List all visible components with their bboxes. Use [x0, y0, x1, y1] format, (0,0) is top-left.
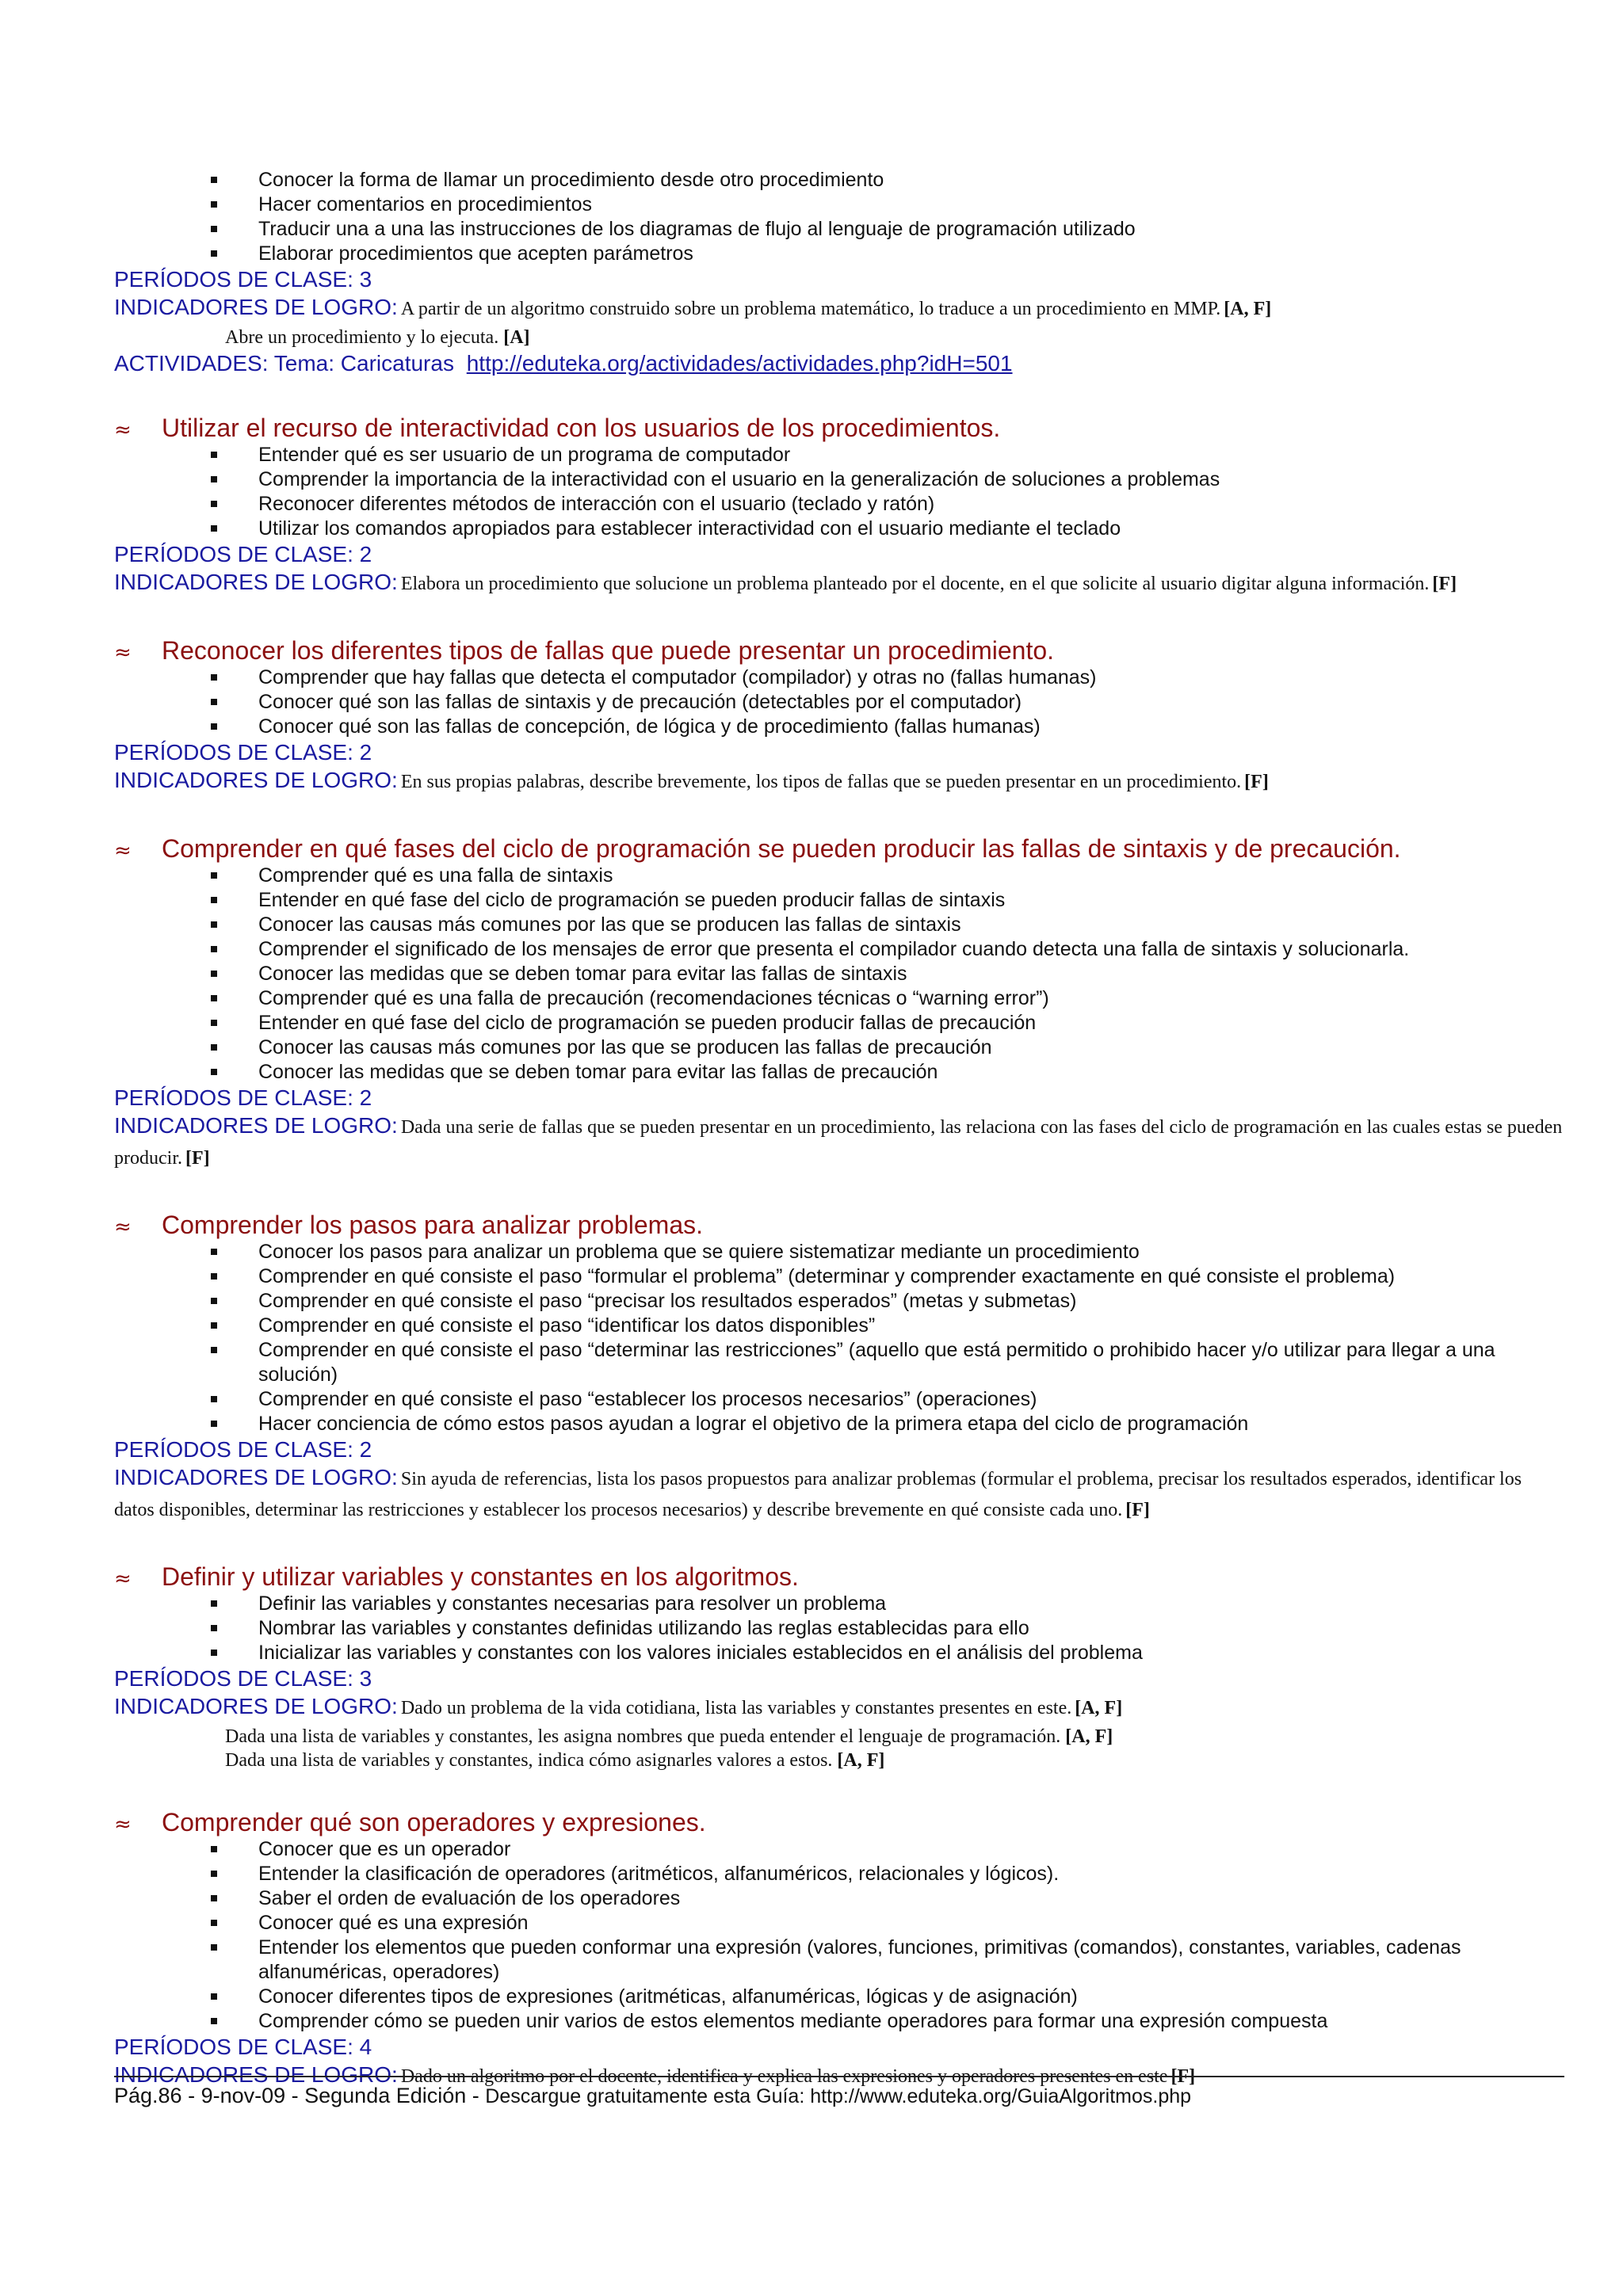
list-item: Entender los elementos que pueden conformar una expresión (valores, funciones, primitivas (comandos), constantes, variables, cadenas alfanuméricas, operadores)	[114, 1936, 1564, 1985]
bullet-list	[114, 864, 1564, 1085]
list-item: Traducir una a una las instrucciones de los diagramas de flujo al lenguaje de programación utilizado	[114, 217, 1564, 242]
section-tipos-de-fallas	[114, 635, 1564, 799]
indicadores-label: INDICADORES DE LOGRO:	[114, 1465, 398, 1489]
indicadores-code: [A, F]	[1224, 299, 1272, 319]
bullet-list	[114, 1240, 1564, 1436]
list-item: Comprender en qué consiste el paso “establecer los procesos necesarios” (operaciones)	[114, 1387, 1564, 1412]
intro-bullet-list	[114, 168, 1564, 266]
indicadores-continuation	[114, 1725, 1564, 1749]
indicadores-de-logro	[114, 766, 1564, 799]
indicadores-de-logro	[114, 1692, 1564, 1725]
periodos-de-clase: PERÍODOS DE CLASE: 2	[114, 740, 372, 765]
indicadores-text: Elabora un procedimiento que solucione un problema planteado por el docente, en el que solicite al usuario digitar alguna información.	[400, 574, 1430, 594]
section-title: Comprender los pasos para analizar problemas.	[162, 1211, 704, 1239]
section-analizar-problemas	[114, 1210, 1564, 1527]
list-item: Conocer que es un operador	[114, 1837, 1564, 1862]
approx-symbol-icon: ≈	[114, 839, 132, 863]
section-interactividad	[114, 413, 1564, 601]
list-item: Comprender en qué consiste el paso “determinar las restricciones” (aquello que está permitido o prohibido hacer y/o utilizar para llegar a una solución)	[114, 1338, 1564, 1387]
section-fases-ciclo	[114, 833, 1564, 1175]
indicadores-text: En sus propias palabras, describe brevemente, los tipos de fallas que se pueden presentar en un procedimiento.	[400, 772, 1242, 792]
list-item: Definir las variables y constantes necesarias para resolver un problema	[114, 1592, 1564, 1616]
indicadores-label: INDICADORES DE LOGRO:	[114, 570, 398, 594]
periodos-de-clase: PERÍODOS DE CLASE: 2	[114, 1085, 372, 1110]
list-item: Hacer conciencia de cómo estos pasos ayudan a lograr el objetivo de la primera etapa del ciclo de programación	[114, 1412, 1564, 1436]
list-item: Entender en qué fase del ciclo de programación se pueden producir fallas de precaución	[114, 1011, 1564, 1035]
list-item: Comprender qué es una falla de precaución (recomendaciones técnicas o “warning error”)	[114, 986, 1564, 1011]
indicadores-code: [A, F]	[1065, 1726, 1113, 1747]
list-item: Conocer qué son las fallas de sintaxis y de precaución (detectables por el computador)	[114, 690, 1564, 715]
actividades-link[interactable]: http://eduteka.org/actividades/actividades.php?idH=501	[466, 351, 1013, 376]
indicadores-code: [A]	[503, 327, 530, 348]
bullet-list	[114, 666, 1564, 739]
section-operadores-expresiones	[114, 1807, 1564, 2093]
list-item: Conocer las medidas que se deben tomar para evitar las fallas de sintaxis	[114, 962, 1564, 986]
section-heading	[114, 1210, 1564, 1240]
footer-page-info: Pág.86 - 9-nov-09 - Segunda Edición -	[114, 2084, 486, 2107]
list-item: Comprender la importancia de la interactividad con el usuario en la generalización de soluciones a problemas	[114, 467, 1564, 492]
indicadores-text: Dado un problema de la vida cotidiana, lista las variables y constantes presentes en este.	[400, 1698, 1072, 1718]
list-item: Comprender qué es una falla de sintaxis	[114, 864, 1564, 888]
bullet-list	[114, 1837, 1564, 2034]
indicadores-text: Dada una lista de variables y constantes, indica cómo asignarles valores a estos.	[225, 1750, 833, 1771]
indicadores-code: [A, F]	[837, 1750, 885, 1771]
periodos-de-clase: PERÍODOS DE CLASE: 2	[114, 542, 372, 566]
actividades-label: ACTIVIDADES: Tema: Caricaturas	[114, 351, 454, 376]
indicadores-code: [F]	[1432, 574, 1457, 594]
approx-symbol-icon: ≈	[114, 1813, 132, 1836]
list-item: Conocer la forma de llamar un procedimiento desde otro procedimiento	[114, 168, 1564, 193]
section-heading	[114, 833, 1564, 864]
section-title: Comprender en qué fases del ciclo de programación se pueden producir las fallas de sintaxis y de precaución.	[162, 834, 1401, 863]
indicadores-code: [F]	[1244, 772, 1269, 792]
indicadores-label: INDICADORES DE LOGRO:	[114, 2062, 398, 2087]
indicadores-code: [A, F]	[1075, 1698, 1123, 1718]
list-item: Conocer las causas más comunes por las que se producen las fallas de sintaxis	[114, 913, 1564, 937]
list-item: Conocer las medidas que se deben tomar para evitar las fallas de precaución	[114, 1060, 1564, 1085]
indicadores-label: INDICADORES DE LOGRO:	[114, 1694, 398, 1718]
indicadores-text: Abre un procedimiento y lo ejecuta.	[225, 327, 499, 348]
indicadores-de-logro	[114, 293, 1564, 326]
intro-block	[114, 168, 1564, 378]
list-item: Reconocer diferentes métodos de interacción con el usuario (teclado y ratón)	[114, 492, 1564, 517]
list-item: Comprender cómo se pueden unir varios de estos elementos mediante operadores para formar una expresión compuesta	[114, 2009, 1564, 2034]
actividades-line	[114, 349, 1564, 378]
indicadores-label: INDICADORES DE LOGRO:	[114, 768, 398, 792]
bullet-list	[114, 1592, 1564, 1665]
list-item: Comprender en qué consiste el paso “identificar los datos disponibles”	[114, 1314, 1564, 1338]
indicadores-text: Dado un algoritmo por el docente, identifica y explica las expresiones y operadores presentes en este	[400, 2066, 1168, 2087]
approx-symbol-icon: ≈	[114, 641, 132, 665]
indicadores-de-logro	[114, 1463, 1564, 1527]
list-item: Entender la clasificación de operadores (aritméticos, alfanuméricos, relacionales y lógicos).	[114, 1862, 1564, 1886]
list-item: Elaborar procedimientos que acepten parámetros	[114, 242, 1564, 266]
approx-symbol-icon: ≈	[114, 1215, 132, 1239]
indicadores-label: INDICADORES DE LOGRO:	[114, 1113, 398, 1138]
indicadores-de-logro	[114, 1112, 1564, 1175]
indicadores-continuation	[114, 326, 1564, 349]
indicadores-code: [F]	[1170, 2066, 1196, 2087]
list-item: Conocer las causas más comunes por las que se producen las fallas de precaución	[114, 1035, 1564, 1060]
section-heading	[114, 1562, 1564, 1592]
list-item: Comprender que hay fallas que detecta el computador (compilador) y otras no (fallas humanas)	[114, 666, 1564, 690]
list-item: Hacer comentarios en procedimientos	[114, 193, 1564, 217]
document-page	[114, 168, 1564, 2093]
indicadores-text: Dada una lista de variables y constantes, les asigna nombres que pueda entender el lenguaje de programación.	[225, 1726, 1061, 1747]
section-heading	[114, 413, 1564, 443]
list-item: Inicializar las variables y constantes con los valores iniciales establecidos en el análisis del problema	[114, 1641, 1564, 1665]
indicadores-text: Dada una serie de fallas que se pueden presentar en un procedimiento, las relaciona con las fases del ciclo de programación en las cuales estas se pueden producir.	[114, 1117, 1563, 1169]
section-heading	[114, 635, 1564, 666]
section-heading	[114, 1807, 1564, 1837]
list-item: Saber el orden de evaluación de los operadores	[114, 1886, 1564, 1911]
list-item: Comprender el significado de los mensajes de error que presenta el compilador cuando detecta una falla de sintaxis y solucionarla.	[114, 937, 1564, 962]
section-title: Utilizar el recurso de interactividad con los usuarios de los procedimientos.	[162, 414, 1001, 442]
list-item: Entender qué es ser usuario de un programa de computador	[114, 443, 1564, 467]
page-footer	[114, 2076, 1564, 2108]
periodos-de-clase: PERÍODOS DE CLASE: 3	[114, 1666, 372, 1691]
indicadores-de-logro	[114, 568, 1564, 601]
approx-symbol-icon: ≈	[114, 1567, 132, 1591]
list-item: Entender en qué fase del ciclo de programación se pueden producir fallas de sintaxis	[114, 888, 1564, 913]
periodos-de-clase: PERÍODOS DE CLASE: 2	[114, 1437, 372, 1462]
indicadores-continuation	[114, 1749, 1564, 1772]
list-item: Comprender en qué consiste el paso “formular el problema” (determinar y comprender exactamente en qué consiste el problema)	[114, 1264, 1564, 1289]
indicadores-text: A partir de un algoritmo construido sobre un problema matemático, lo traduce a un procedimiento en MMP.	[400, 299, 1221, 319]
list-item: Conocer los pasos para analizar un problema que se quiere sistematizar mediante un procedimiento	[114, 1240, 1564, 1264]
section-variables-constantes	[114, 1562, 1564, 1772]
footer-download-info: Descargue gratuitamente esta Guía: http://www.eduteka.org/GuiaAlgoritmos.php	[485, 2085, 1192, 2107]
section-title: Comprender qué son operadores y expresiones.	[162, 1808, 706, 1836]
list-item: Utilizar los comandos apropiados para establecer interactividad con el usuario mediante el teclado	[114, 517, 1564, 541]
periodos-de-clase: PERÍODOS DE CLASE: 3	[114, 267, 372, 292]
list-item: Conocer qué son las fallas de concepción, de lógica y de procedimiento (fallas humanas)	[114, 715, 1564, 739]
indicadores-code: [F]	[185, 1148, 210, 1169]
indicadores-code: [F]	[1125, 1500, 1150, 1520]
indicadores-text: Sin ayuda de referencias, lista los pasos propuestos para analizar problemas (formular el problema, precisar los resultados esperados, identificar los datos disponibles, determinar las restricciones y establecer los procesos necesarios) y describe brevemente en qué consiste cada uno.	[114, 1469, 1522, 1520]
list-item: Conocer qué es una expresión	[114, 1911, 1564, 1936]
approx-symbol-icon: ≈	[114, 418, 132, 442]
list-item: Comprender en qué consiste el paso “precisar los resultados esperados” (metas y submetas)	[114, 1289, 1564, 1314]
periodos-de-clase: PERÍODOS DE CLASE: 4	[114, 2035, 372, 2059]
list-item: Conocer diferentes tipos de expresiones (aritméticas, alfanuméricas, lógicas y de asignación)	[114, 1985, 1564, 2009]
section-title: Definir y utilizar variables y constantes en los algoritmos.	[162, 1562, 799, 1591]
indicadores-label: INDICADORES DE LOGRO:	[114, 295, 398, 319]
bullet-list	[114, 443, 1564, 541]
section-title: Reconocer los diferentes tipos de fallas que puede presentar un procedimiento.	[162, 636, 1055, 665]
list-item: Nombrar las variables y constantes definidas utilizando las reglas establecidas para ello	[114, 1616, 1564, 1641]
